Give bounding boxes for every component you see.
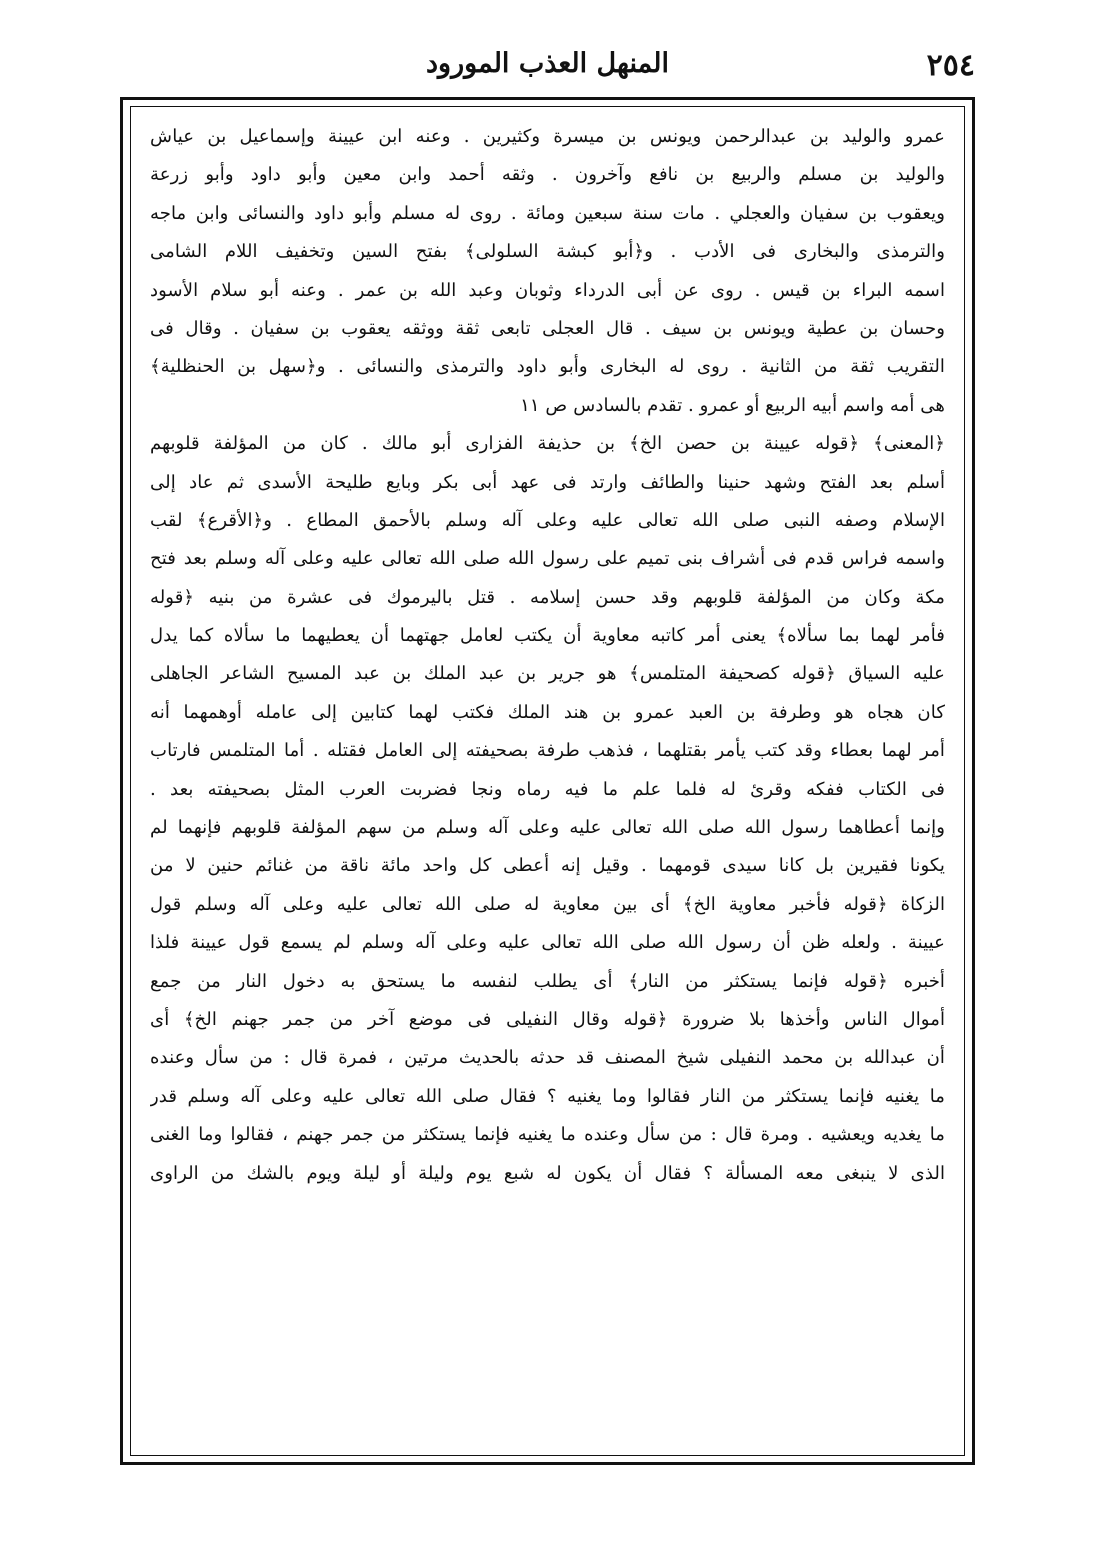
text-line: وحسان بن عطية ويونس بن سيف . قال العجلى تابعى ثقة ووثقه يعقوب بن سفيان . وقال فى — [150, 317, 945, 339]
text-line: كان هجاه هو وطرفة بن العبد عمرو بن هند الملك فكتب لهما كتابين إلى عامله أوهمهما أنه — [150, 701, 945, 723]
text-line-paragraph-start: ﴿المعنى﴾ ﴿قوله عيينة بن حصن الخ﴾ بن حذيفة الفزارى أبو مالك . كان من المؤلفة قلوبهم — [150, 433, 945, 455]
text-line: فأمر لهما بما سألاه﴾ يعنى أمر كاتبه معاوية أن يكتب لعامل جهتهما أن يعطيهما ما سألاه كما يدل — [150, 625, 945, 647]
text-line: أخبره ﴿قوله فإنما يستكثر من النار﴾ أى يطلب لنفسه ما يستحق به دخول النار من جمع — [150, 970, 945, 992]
text-line: أسلم بعد الفتح وشهد حنينا والطائف وارتد فى عهد أبى بكر وبايع طليحة الأسدى ثم عاد إلى — [150, 471, 945, 493]
text-line: والترمذى والبخارى فى الأدب . و﴿أبو كبشة السلولى﴾ بفتح السين وتخفيف اللام الشامى — [150, 241, 945, 263]
text-line: عليه السياق ﴿قوله كصحيفة المتلمس﴾ هو جرير بن عبد الملك بن عبد المسيح الشاعر الجاهلى — [150, 663, 945, 685]
text-line: عيينة . ولعله ظن أن رسول الله صلى الله تعالى عليه وعلى آله وسلم لم يسمع قول عيينة فلذا — [150, 932, 945, 954]
text-line: يكونا فقيرين بل كانا سيدى قومهما . وقيل إنه أعطى كل واحد مائة ناقة من غنائم حنين لا من — [150, 855, 945, 877]
text-line: الزكاة ﴿قوله فأخبر معاوية الخ﴾ أى بين معاوية له صلى الله تعالى عليه وعلى آله وسلم قول — [150, 893, 945, 915]
text-line: التقريب ثقة من الثانية . روى له البخارى وأبو داود والترمذى والنسائى . و﴿سهل بن الحنظلية﴾ — [150, 356, 945, 378]
text-line: والوليد بن مسلم والربيع بن نافع وآخرون . وثقه أحمد وابن معين وأبو داود وأبو زرعة — [150, 164, 945, 186]
commentary-text-block — [150, 118, 945, 1448]
text-line: مكة وكان من المؤلفة قلوبهم وقد حسن إسلامه . قتل باليرموك فى عشرة من بنيه ﴿قوله — [150, 586, 945, 608]
page-header — [120, 44, 975, 94]
text-line: ما يغنيه فإنما يستكثر من النار فقالوا وما يغنيه ؟ فقال صلى الله تعالى عليه وعلى آله وسلم قدر — [150, 1085, 945, 1107]
text-line: ويعقوب بن سفيان والعجلي . مات سنة سبعين ومائة . روى له مسلم وأبو داود والنسائى وابن ماجه — [150, 202, 945, 224]
text-line: اسمه البراء بن قيس . روى عن أبى الدرداء وثوبان وعبد الله بن عمر . وعنه أبو سلام الأسود — [150, 279, 945, 301]
text-line: الذى لا ينبغى معه المسألة ؟ فقال أن يكون له شبع يوم وليلة أو ليلة ويوم بالشك من الراوى — [150, 1162, 945, 1184]
text-line: أمر لهما بعطاء وقد كتب يأمر بقتلهما ، فذهب طرفة بصحيفته إلى العامل فقتله . أما المتلمس فارتاب — [150, 740, 945, 762]
text-line-paragraph-end: هى أمه واسم أبيه الربيع أو عمرو . تقدم بالسادس ص ١١ — [520, 394, 945, 416]
text-line: أن عبدالله بن محمد النفيلى شيخ المصنف قد حدثه بالحديث مرتين ، فمرة قال : من سأل وعنده — [150, 1047, 945, 1069]
text-line: ما يغديه ويعشيه . ومرة قال : من سأل وعنده ما يغنيه فإنما يستكثر من جمر جهنم ، فقالوا وما الغنى — [150, 1124, 945, 1146]
text-line: واسمه فراس قدم فى أشراف بنى تميم على رسول الله صلى الله تعالى عليه وعلى آله وسلم بعد فتح — [150, 548, 945, 570]
text-line: فى الكتاب ففكه وقرئ له فلما علم ما فيه رماه ونجا فضربت العرب المثل بصحيفته بعد . — [150, 778, 945, 800]
running-title: المنهل العذب المورود — [426, 48, 669, 79]
text-line: وإنما أعطاهما رسول الله صلى الله تعالى عليه وعلى آله وسلم من سهم المؤلفة قلوبهم فإنهما لم — [150, 817, 945, 839]
page-number: ٢٥٤ — [926, 48, 975, 83]
text-line: أموال الناس وأخذها بلا ضرورة ﴿قوله وقال النفيلى فى موضع آخر من جمر جهنم الخ﴾ أى — [150, 1008, 945, 1030]
text-line: الإسلام وصفه النبى صلى الله تعالى عليه وعلى آله وسلم بالأحمق المطاع . و﴿الأقرع﴾ لقب — [150, 509, 945, 531]
text-line: عمرو والوليد بن عبدالرحمن ويونس بن ميسرة وكثيرين . وعنه ابن عيينة وإسماعيل بن عياش — [150, 126, 945, 147]
